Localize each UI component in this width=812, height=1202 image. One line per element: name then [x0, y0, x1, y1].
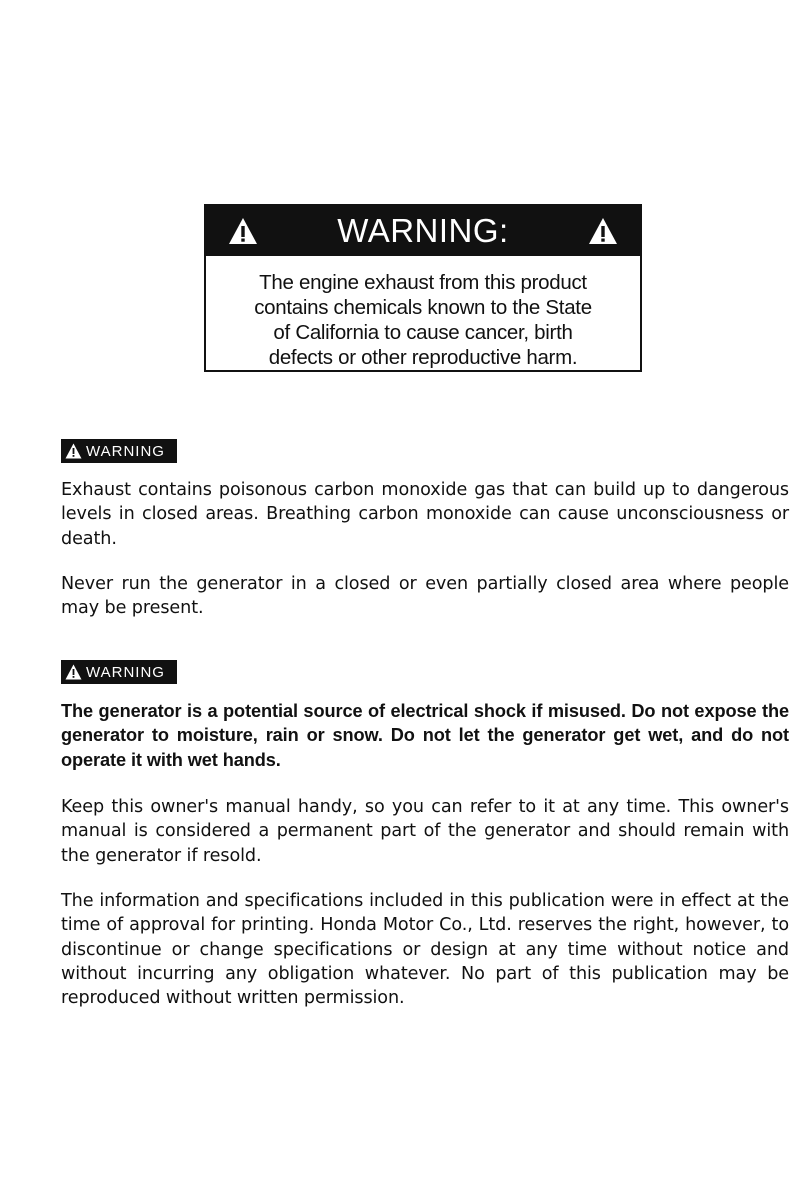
prop65-header [206, 206, 640, 256]
warning-badge-label: WARNING [86, 442, 165, 460]
shock-warning-text: The generator is a potential source of electrical shock if misused. Do not expose the generator to moisture, rain or snow. Do not let the generator get wet, and do not operate it with wet hands. [61, 701, 789, 770]
prop65-title: WARNING: [337, 212, 509, 249]
warning-triangle-icon [65, 443, 82, 459]
warning-triangle-icon [588, 217, 618, 245]
warning-badge-label: WARNING [86, 663, 165, 681]
prop65-line: of California to cause cancer, birth [273, 321, 573, 344]
publication-note-text: The information and specifications included in this publication were in effect at the time of approval for printing. Honda Motor Co., Ltd. reserves the right, however, to discontinue or change specifications or design at any time without notice and without incurring any obligation whatever. No part of this publication may be reproduced without written permission. [61, 891, 789, 1009]
warning-triangle-icon [65, 664, 82, 680]
prop65-text [206, 256, 640, 370]
prop65-line: The engine exhaust from this product [259, 271, 587, 294]
prop65-line: defects or other reproductive harm. [268, 346, 578, 369]
prop65-warning-box [204, 204, 642, 372]
warning-badge [61, 660, 177, 684]
manual-note-text: Keep this owner's manual handy, so you can refer to it at any time. This owner's manual is considered a permanent part of the generator and should remain with the generator if resold. [61, 797, 789, 866]
prop65-line: contains chemicals known to the State [254, 296, 592, 319]
warning-triangle-icon [228, 217, 258, 245]
co-warning-text: Exhaust contains poisonous carbon monoxide gas that can build up to dangerous levels in closed areas. Breathing carbon monoxide can cause unconsciousness or death. [61, 480, 789, 549]
warning-badge [61, 439, 177, 463]
closed-area-warning-text: Never run the generator in a closed or even partially closed area where people may be present. [61, 574, 789, 619]
